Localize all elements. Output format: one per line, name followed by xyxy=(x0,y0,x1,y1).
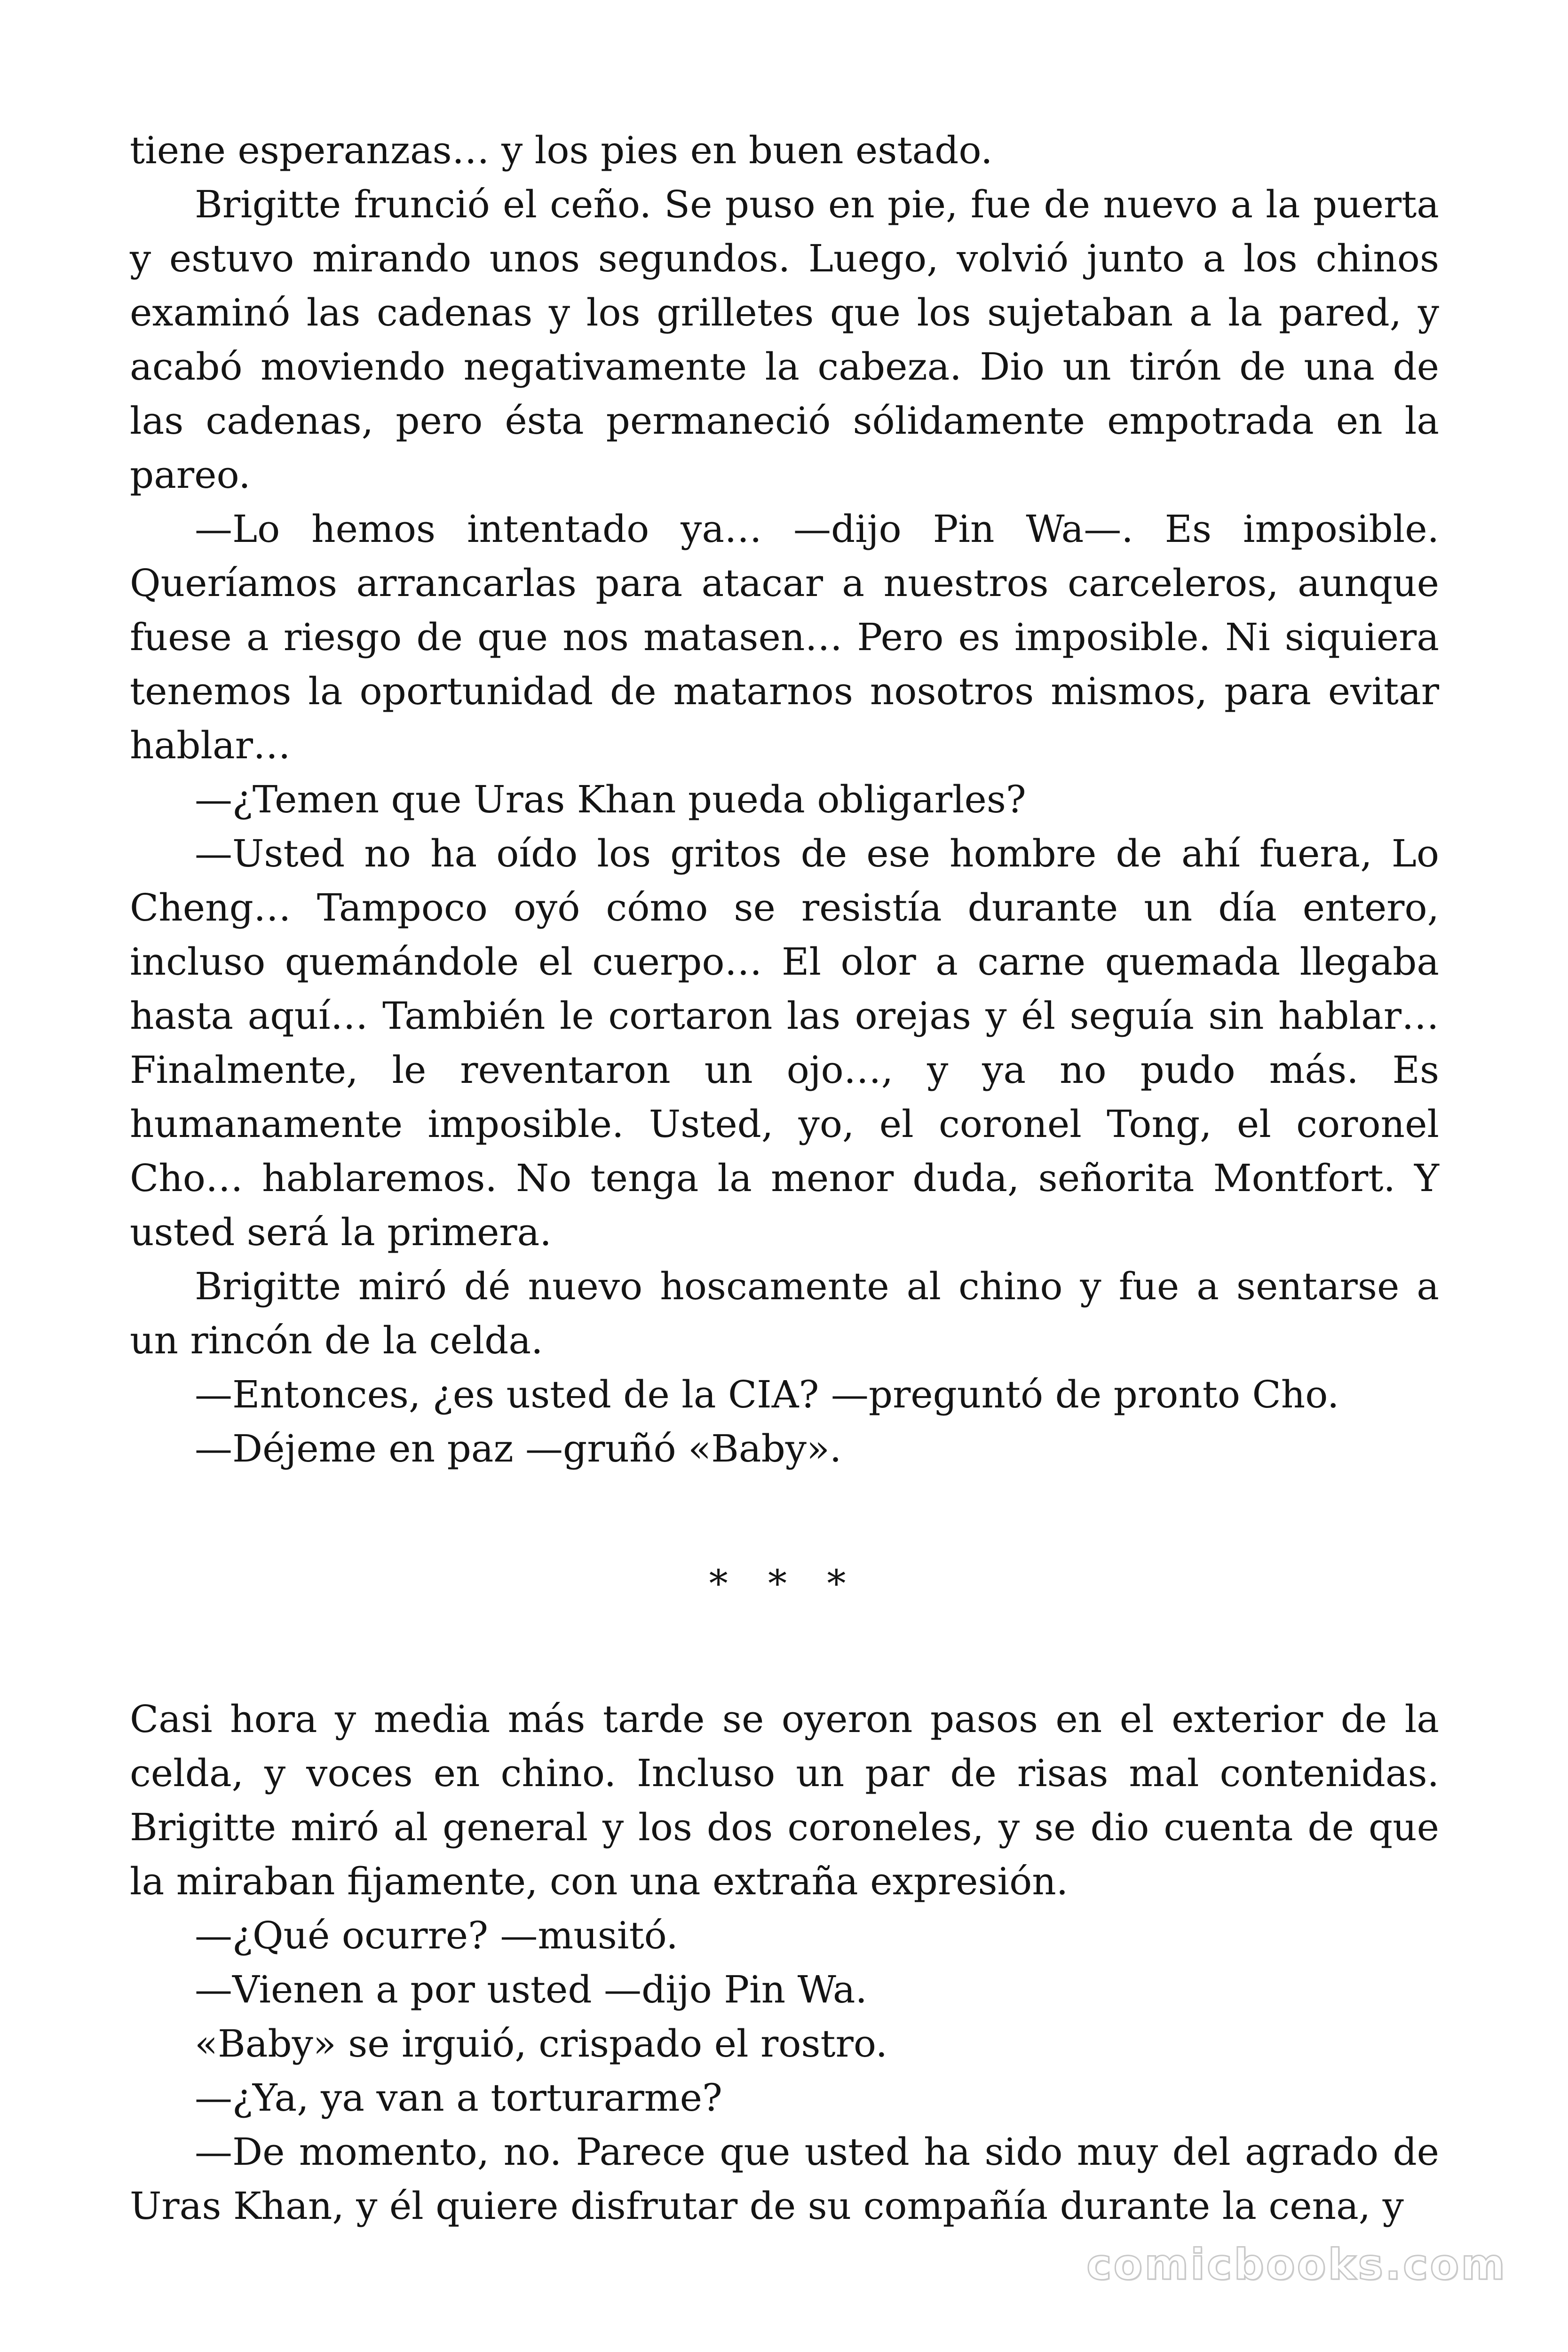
dialogue-paragraph: —¿Ya, ya van a torturarme? xyxy=(195,2076,722,2120)
paragraph: «Baby» se irguió, crispado el rostro. xyxy=(195,2022,888,2066)
watermark: comicbooks.com xyxy=(1086,2240,1507,2289)
dialogue-paragraph: —¿Temen que Uras Khan pueda obligarles? xyxy=(195,778,1026,821)
page-body-text xyxy=(130,123,1439,2233)
section-first-paragraph: Casi hora y media más tarde se oyeron pasos en el exterior de la celda, y voces en chino. Incluso un par de risas mal contenidas. Brigitte miró al general y los dos coroneles, y se dio cuenta de que la miraban fijamente, con una extraña expresión. xyxy=(130,1697,1439,1903)
section-separator: * * * xyxy=(709,1562,860,1605)
dialogue-paragraph: —De momento, no. Parece que usted ha sido muy del agrado de Uras Khan, y él quiere disfrutar de su compañía durante la cena, y xyxy=(130,2130,1439,2228)
dialogue-paragraph: —Entonces, ¿es usted de la CIA? —preguntó de pronto Cho. xyxy=(195,1373,1339,1416)
dialogue-paragraph: —Usted no ha oído los gritos de ese hombre de ahí fuera, Lo Cheng… Tampoco oyó cómo se resistía durante un día entero, incluso quemándole el cuerpo… El olor a carne quemada llegaba hasta aquí… También le cortaron las orejas y él seguía sin hablar… Finalmente, le reventaron un ojo…, y ya no pudo más. Es humanamente imposible. Usted, yo, el coronel Tong, el coronel Cho… hablaremos. No tenga la menor duda, señorita Montfort. Y usted será la primera. xyxy=(130,832,1439,1254)
dialogue-paragraph: —Lo hemos intentado ya… —dijo Pin Wa—. Es imposible. Queríamos arrancarlas para atacar a nuestros carceleros, aunque fuese a riesgo de que nos matasen… Pero es imposible. Ni siquiera tenemos la oportunidad de matarnos nosotros mismos, para evitar hablar… xyxy=(130,507,1439,767)
dialogue-paragraph: —Déjeme en paz —gruñó «Baby». xyxy=(195,1427,842,1470)
paragraph-continuation: tiene esperanzas… y los pies en buen estado. xyxy=(130,128,993,172)
dialogue-paragraph: —Vienen a por usted —dijo Pin Wa. xyxy=(195,1968,867,2011)
paragraph: Brigitte frunció el ceño. Se puso en pie, fue de nuevo a la puerta y estuvo mirando unos segundos. Luego, volvió junto a los chinos examinó las cadenas y los grilletes que los sujetaban a la pared, y acabó moviendo negativamente la cabeza. Dio un tirón de una de las cadenas, pero ésta permaneció sólidamente empotrada en la pareo. xyxy=(130,183,1439,497)
paragraph: Brigitte miró dé nuevo hoscamente al chino y fue a sentarse a un rincón de la celda. xyxy=(130,1264,1439,1362)
dialogue-paragraph: —¿Qué ocurre? —musitó. xyxy=(195,1914,678,1957)
